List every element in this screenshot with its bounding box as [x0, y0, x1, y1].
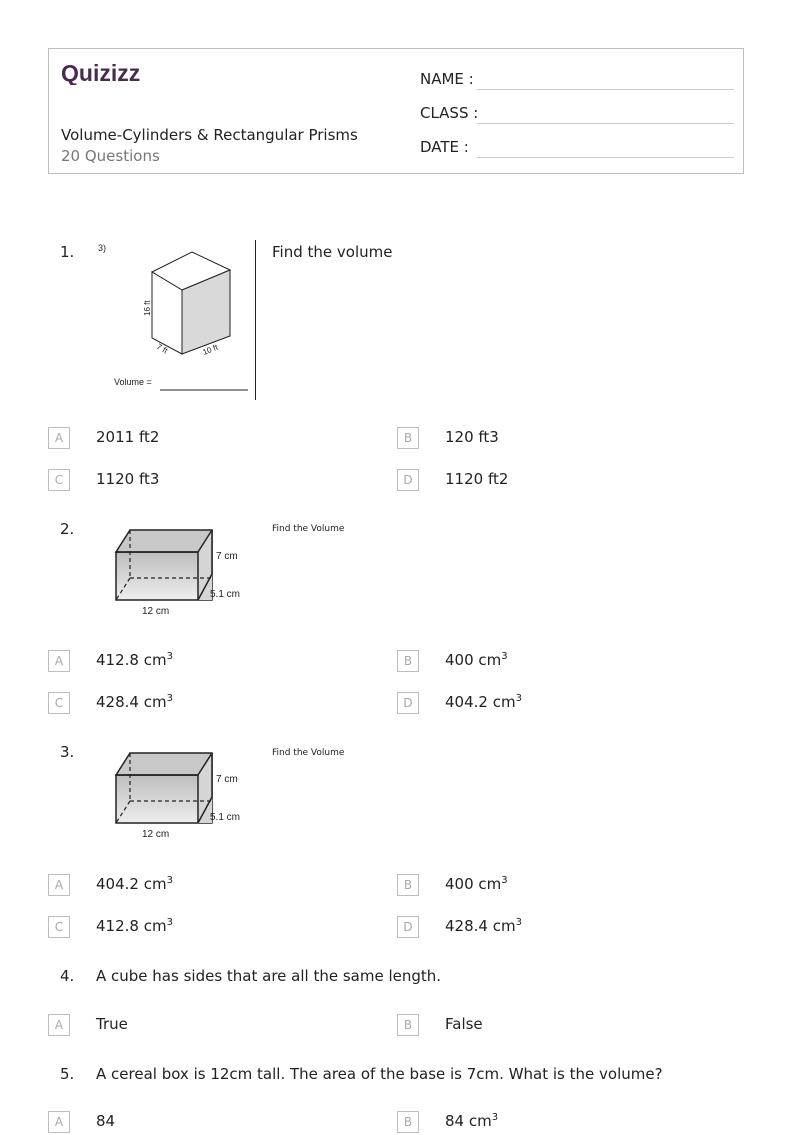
worksheet-title: Volume-Cylinders & Rectangular Prisms [61, 126, 358, 144]
option-exponent: 3 [491, 1112, 499, 1123]
option-letter-box[interactable]: B [397, 874, 419, 896]
option-text: 400 cm [445, 651, 502, 669]
height-label: 7 cm [216, 774, 238, 785]
worksheet-header [48, 48, 744, 174]
question-1-divider [255, 240, 256, 400]
option-text: 120 ft3 [445, 428, 499, 446]
quizizz-logo [61, 59, 153, 85]
height-label: 7 cm [216, 551, 238, 562]
name-label: NAME : [420, 70, 474, 88]
option-exponent: 3 [501, 875, 508, 886]
question-5-number: 5. [60, 1065, 75, 1083]
option-letter-box[interactable]: A [48, 427, 70, 449]
depth-label: 5.1 cm [210, 589, 241, 600]
question-3-prompt: Find the Volume [272, 748, 345, 758]
option-exponent: 3 [515, 917, 522, 928]
option-letter-box[interactable]: D [397, 692, 419, 714]
option-text: 412.8 cm [96, 917, 167, 935]
question-1-prompt: Find the volume [272, 243, 393, 261]
option-exponent: 3 [515, 693, 522, 704]
option-letter-box[interactable]: C [48, 692, 70, 714]
option-letter-box[interactable]: A [48, 1111, 70, 1133]
option-text: 428.4 cm [445, 917, 516, 935]
option-text: 1120 ft3 [96, 470, 160, 488]
length-label: 12 cm [142, 829, 170, 840]
class-field[interactable] [420, 98, 734, 124]
option-letter-box[interactable]: B [397, 650, 419, 672]
class-label: CLASS : [420, 104, 479, 122]
depth-label: 5.1 cm [210, 812, 241, 823]
option-letter-box[interactable]: C [48, 469, 70, 491]
option-text: 1120 ft2 [445, 470, 509, 488]
option-letter-box[interactable]: D [397, 469, 419, 491]
question-4-number: 4. [60, 967, 75, 985]
question-1-figure [96, 238, 254, 398]
date-line[interactable] [477, 157, 734, 158]
option-letter-box[interactable]: B [397, 1111, 419, 1133]
option-text: 2011 ft2 [96, 428, 160, 446]
svg-text:Quizizz: Quizizz [61, 60, 141, 85]
option-text: 428.4 cm [96, 693, 167, 711]
length-label: 12 cm [142, 606, 170, 617]
option-exponent: 3 [166, 693, 173, 704]
question-3-figure [108, 747, 250, 841]
question-2-number: 2. [60, 520, 75, 538]
option-text: False [445, 1015, 483, 1033]
date-field[interactable] [420, 132, 734, 158]
option-text: 404.2 cm [445, 693, 516, 711]
option-exponent: 3 [166, 651, 173, 662]
option-letter-box[interactable]: C [48, 916, 70, 938]
volume-label: Volume = [114, 377, 152, 387]
option-text: 400 cm [445, 875, 502, 893]
option-text: 84 [96, 1112, 116, 1130]
class-line[interactable] [477, 123, 734, 124]
question-count: 20 Questions [61, 147, 160, 165]
name-field[interactable] [420, 64, 734, 90]
date-label: DATE : [420, 138, 469, 156]
option-exponent: 3 [166, 917, 173, 928]
question-4-prompt: A cube has sides that are all the same length. [96, 967, 442, 985]
option-letter-box[interactable]: B [397, 1014, 419, 1036]
question-3-number: 3. [60, 743, 75, 761]
option-letter-box[interactable]: A [48, 874, 70, 896]
figure-tag: 3) [98, 243, 107, 253]
name-line[interactable] [477, 89, 734, 90]
option-exponent: 3 [501, 651, 508, 662]
option-letter-box[interactable]: D [397, 916, 419, 938]
question-2-figure [108, 524, 250, 618]
option-letter-box[interactable]: A [48, 650, 70, 672]
option-letter-box[interactable]: A [48, 1014, 70, 1036]
option-exponent: 3 [166, 875, 173, 886]
option-text: 84 cm [445, 1112, 492, 1130]
width-label: 7 ft [155, 341, 170, 356]
question-1-number: 1. [60, 243, 75, 261]
question-2-prompt: Find the Volume [272, 524, 345, 534]
option-letter-box[interactable]: B [397, 427, 419, 449]
option-text: 412.8 cm [96, 651, 167, 669]
height-label: 16 ft [143, 300, 152, 316]
question-5-prompt: A cereal box is 12cm tall. The area of the base is 7cm. What is the volume? [96, 1065, 663, 1083]
depth-label: 10 ft [201, 342, 220, 357]
option-text: True [96, 1015, 128, 1033]
option-text: 404.2 cm [96, 875, 167, 893]
